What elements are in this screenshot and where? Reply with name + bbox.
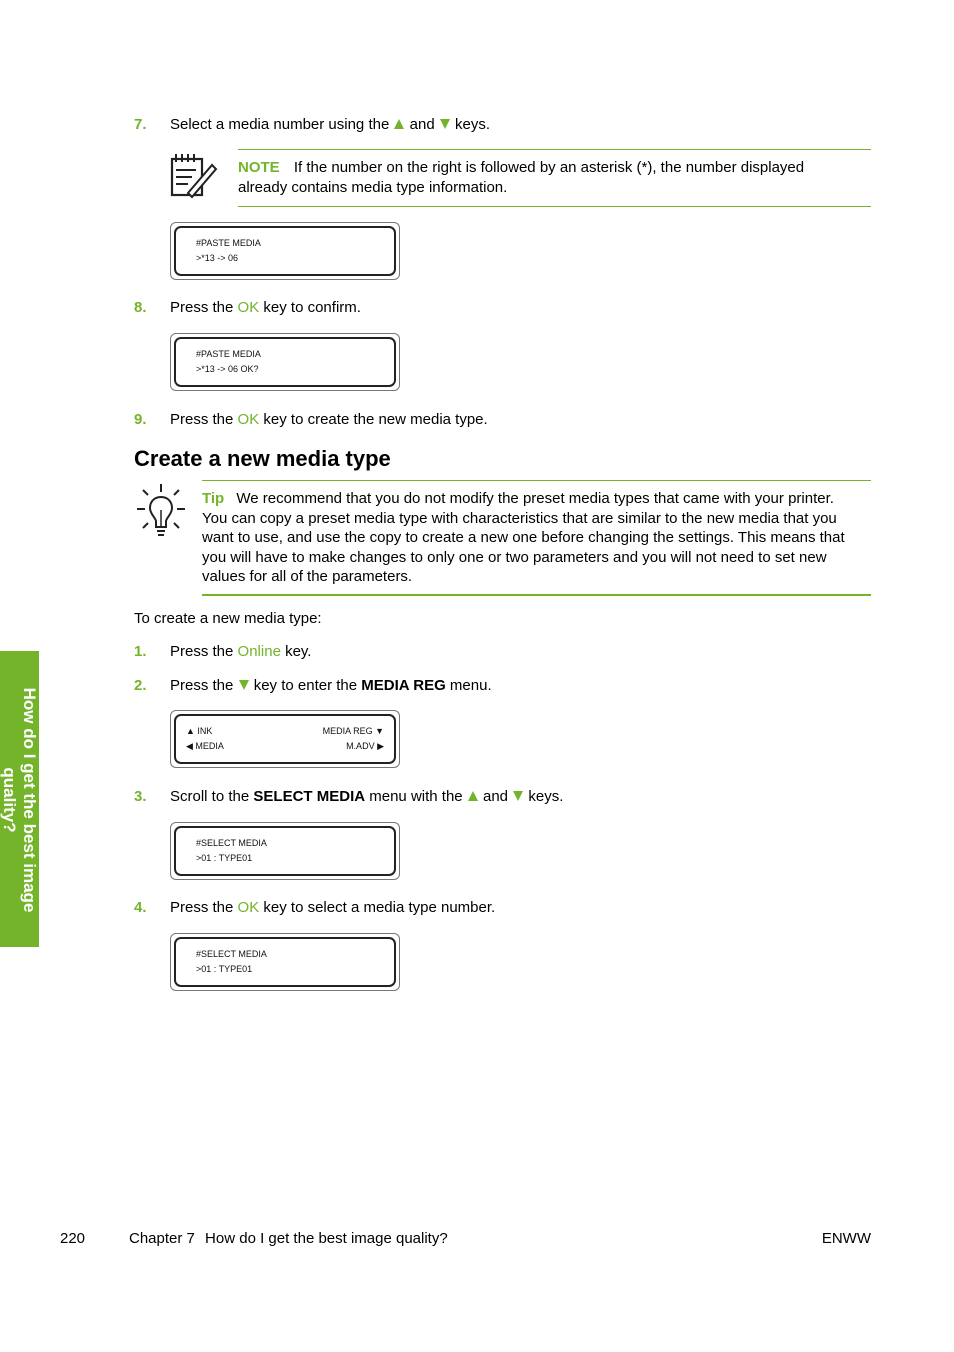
lcd-display <box>170 822 400 880</box>
note-rule-bottom <box>238 206 871 207</box>
lcd-frame <box>174 226 396 276</box>
intro-text: To create a new media type: <box>134 610 322 627</box>
tip-line: you will have to make changes to only one or two parameters and you will not need to set new <box>202 548 827 566</box>
step-text: menu with the <box>369 788 463 805</box>
step-text: menu. <box>449 677 492 694</box>
lcd-line: ◀ MEDIA <box>186 741 224 751</box>
lcd-line: >01 : TYPE01 <box>196 853 253 863</box>
chapter-side-tab <box>0 651 39 947</box>
lcd-line: M.ADV ▶ <box>346 741 384 751</box>
down-arrow-icon <box>440 119 450 129</box>
tip-text: We recommend that you do not modify the preset media types that came with your printer. <box>236 490 834 507</box>
lcd-line: >*13 -> 06 OK? <box>196 364 259 374</box>
step-number: 9. <box>134 411 147 428</box>
menu-name: SELECT MEDIA <box>253 788 366 805</box>
lcd-line: ▲ INK <box>186 726 213 736</box>
step-text: key to select a media type number. <box>263 899 496 916</box>
note-rule-top <box>238 149 871 150</box>
lcd-line: #PASTE MEDIA <box>196 238 261 248</box>
lcd-frame <box>174 826 396 876</box>
lcd-line: >01 : TYPE01 <box>196 964 253 974</box>
lcd-display <box>170 333 400 391</box>
chapter-title: How do I get the best image quality? <box>205 1230 448 1247</box>
step-text: Press the <box>170 411 234 428</box>
step-9-text <box>170 410 488 429</box>
step-text: key to create the new media type. <box>263 411 488 428</box>
step-text: Scroll to the <box>170 788 250 805</box>
down-arrow-icon <box>513 791 523 801</box>
step-text: Press the <box>170 677 234 694</box>
step-text: key to enter the <box>253 677 358 694</box>
step-3-text <box>170 787 563 806</box>
step-text: keys. <box>528 788 564 805</box>
lcd-frame <box>174 714 396 764</box>
step-text: Press the <box>170 899 234 916</box>
ok-key-label: OK <box>237 411 260 428</box>
lcd-line: MEDIA REG ▼ <box>322 726 384 736</box>
online-key-label: Online <box>237 643 281 660</box>
side-tab-label: How do I get the best image quality? <box>0 687 39 913</box>
step-text: keys. <box>455 116 491 133</box>
step-number: 1. <box>134 643 147 660</box>
ok-key-label: OK <box>237 899 260 916</box>
step-number: 8. <box>134 299 147 316</box>
step-4-text <box>170 898 495 917</box>
step-number: 4. <box>134 899 147 916</box>
step-text: Press the <box>170 299 234 316</box>
lcd-display <box>170 933 400 991</box>
step-number: 3. <box>134 788 147 805</box>
tip-label: Tip <box>202 490 225 507</box>
section-heading: Create a new media type <box>134 446 391 471</box>
lcd-line: #SELECT MEDIA <box>196 949 267 959</box>
lcd-line: #SELECT MEDIA <box>196 838 267 848</box>
step-text: key. <box>285 643 312 660</box>
note-line-1 <box>238 158 804 177</box>
tip-block <box>202 489 845 587</box>
step-number: 7. <box>134 116 147 133</box>
footer-code: ENWW <box>821 1230 871 1247</box>
step-1-text <box>170 642 311 661</box>
step-text: Press the <box>170 643 234 660</box>
step-text: and <box>409 116 435 133</box>
tip-lightbulb-icon <box>137 484 185 538</box>
note-pad-icon <box>168 153 218 199</box>
lcd-display <box>170 222 400 280</box>
step-number: 2. <box>134 677 147 694</box>
step-text: Select a media number using the <box>170 116 390 133</box>
step-text: key to confirm. <box>263 299 361 316</box>
tip-line <box>202 489 845 509</box>
ok-key-label: OK <box>237 299 260 316</box>
step-2-text <box>170 676 492 695</box>
note-text: If the number on the right is followed by an asterisk (*), the number displayed <box>293 159 805 176</box>
page-number: 220 <box>60 1230 86 1247</box>
up-arrow-icon <box>394 119 404 129</box>
note-label: NOTE <box>238 159 280 176</box>
tip-line: want to use, and use the copy to create a new one before changing the settings. This means that <box>202 529 845 546</box>
footer-chapter <box>129 1229 448 1248</box>
lcd-line: >*13 -> 06 <box>196 253 239 263</box>
step-7-text <box>170 115 490 134</box>
lcd-frame <box>174 337 396 387</box>
step-8-text <box>170 298 361 317</box>
menu-name: MEDIA REG <box>361 677 446 694</box>
lcd-line: #PASTE MEDIA <box>196 349 261 359</box>
tip-rule-top <box>202 480 871 481</box>
tip-rule-bottom <box>202 594 871 596</box>
tip-line: values for all of the parameters. <box>202 568 413 585</box>
lcd-display <box>170 710 400 768</box>
note-text: already contains media type information. <box>238 179 508 196</box>
lcd-frame <box>174 937 396 987</box>
tip-line: You can copy a preset media type with characteristics that are similar to the new media that you <box>202 509 837 527</box>
chapter-label: Chapter 7 <box>129 1230 195 1247</box>
step-text: and <box>482 788 509 805</box>
up-arrow-icon <box>468 791 478 801</box>
down-arrow-icon <box>239 680 249 690</box>
